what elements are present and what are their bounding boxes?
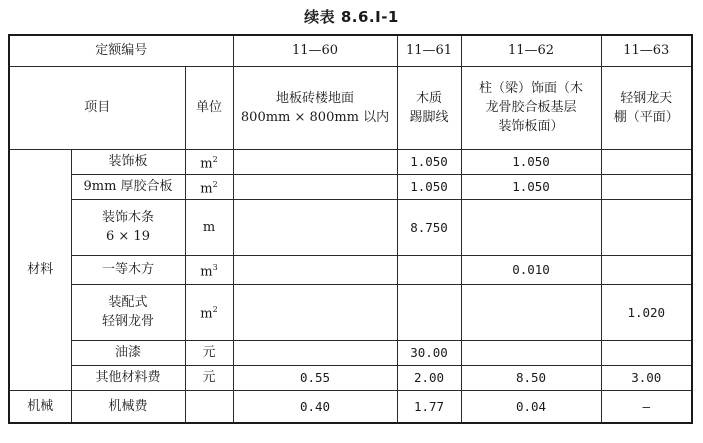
table-row bbox=[9, 284, 692, 340]
row-unit bbox=[185, 340, 233, 365]
value-cell: 8.50 bbox=[461, 365, 601, 390]
value-cell bbox=[233, 149, 397, 174]
unit-base: 元 bbox=[202, 345, 216, 360]
table-row bbox=[9, 149, 692, 174]
value-cell: 0.40 bbox=[233, 390, 397, 423]
value-cell bbox=[397, 255, 461, 284]
value-cell bbox=[601, 199, 692, 255]
table-row bbox=[9, 340, 692, 365]
value-cell: 8.750 bbox=[397, 199, 461, 255]
group-label-machinery: 机械 bbox=[9, 390, 71, 423]
value-cell bbox=[233, 340, 397, 365]
value-cell bbox=[233, 255, 397, 284]
row-name: 机械费 bbox=[71, 390, 185, 423]
row-unit bbox=[185, 390, 233, 423]
unit-exponent: 2 bbox=[212, 154, 218, 164]
value-cell: — bbox=[601, 390, 692, 423]
value-cell bbox=[601, 174, 692, 199]
row-name: 一等木方 bbox=[71, 255, 185, 284]
row-unit bbox=[185, 149, 233, 174]
unit-exponent: 3 bbox=[212, 262, 218, 272]
value-cell: 30.00 bbox=[397, 340, 461, 365]
value-cell: 0.04 bbox=[461, 390, 601, 423]
row-name: 装饰木条 6 × 19 bbox=[71, 199, 185, 255]
unit-base: m bbox=[200, 264, 213, 280]
row-unit bbox=[185, 199, 233, 255]
value-cell bbox=[461, 284, 601, 340]
unit-exponent: 2 bbox=[212, 305, 218, 315]
quota-table bbox=[8, 34, 693, 424]
row-name: 9mm 厚胶合板 bbox=[71, 174, 185, 199]
value-cell: 1.050 bbox=[461, 174, 601, 199]
code-cell: 11—60 bbox=[233, 35, 397, 66]
table-row bbox=[9, 255, 692, 284]
value-cell: 1.050 bbox=[397, 149, 461, 174]
value-cell bbox=[233, 199, 397, 255]
value-cell bbox=[461, 199, 601, 255]
item-label: 项目 bbox=[9, 66, 185, 149]
value-cell: 1.050 bbox=[461, 149, 601, 174]
unit-label: 单位 bbox=[185, 66, 233, 149]
unit-exponent: 2 bbox=[212, 179, 218, 189]
unit-base: m bbox=[202, 219, 216, 235]
value-cell bbox=[601, 149, 692, 174]
unit-base: 元 bbox=[202, 370, 216, 385]
item-header-row bbox=[9, 66, 692, 149]
group-label-materials: 材料 bbox=[9, 149, 71, 390]
unit-base: m bbox=[200, 181, 213, 197]
unit-base: m bbox=[200, 156, 213, 172]
row-unit bbox=[185, 255, 233, 284]
value-cell bbox=[601, 340, 692, 365]
value-cell: 1.77 bbox=[397, 390, 461, 423]
code-cell: 11—63 bbox=[601, 35, 692, 66]
row-name: 装配式 轻钢龙骨 bbox=[71, 284, 185, 340]
value-cell bbox=[461, 340, 601, 365]
code-cell: 11—62 bbox=[461, 35, 601, 66]
value-cell: 1.020 bbox=[601, 284, 692, 340]
item-header-cell: 柱（梁）饰面（木 龙骨胶合板基层 装饰板面） bbox=[461, 66, 601, 149]
table-row bbox=[9, 390, 692, 423]
quota-code-row bbox=[9, 35, 692, 66]
row-unit bbox=[185, 365, 233, 390]
quota-code-label: 定额编号 bbox=[9, 35, 233, 66]
value-cell: 0.55 bbox=[233, 365, 397, 390]
unit-base: m bbox=[200, 306, 213, 322]
row-unit bbox=[185, 174, 233, 199]
code-cell: 11—61 bbox=[397, 35, 461, 66]
value-cell: 0.010 bbox=[461, 255, 601, 284]
value-cell: 1.050 bbox=[397, 174, 461, 199]
item-header-cell: 地板砖楼地面 800mm × 800mm 以内 bbox=[233, 66, 397, 149]
table-caption: 续表 8.6.Ⅰ-1 bbox=[304, 8, 399, 26]
item-header-cell: 轻钢龙天 棚（平面） bbox=[601, 66, 692, 149]
item-header-cell: 木质 踢脚线 bbox=[397, 66, 461, 149]
value-cell bbox=[233, 284, 397, 340]
value-cell bbox=[397, 284, 461, 340]
value-cell: 2.00 bbox=[397, 365, 461, 390]
row-name: 油漆 bbox=[71, 340, 185, 365]
row-name: 其他材料费 bbox=[71, 365, 185, 390]
value-cell: 3.00 bbox=[601, 365, 692, 390]
table-row bbox=[9, 174, 692, 199]
row-unit bbox=[185, 284, 233, 340]
row-name: 装饰板 bbox=[71, 149, 185, 174]
table-row bbox=[9, 199, 692, 255]
table-row bbox=[9, 365, 692, 390]
value-cell bbox=[233, 174, 397, 199]
value-cell bbox=[601, 255, 692, 284]
